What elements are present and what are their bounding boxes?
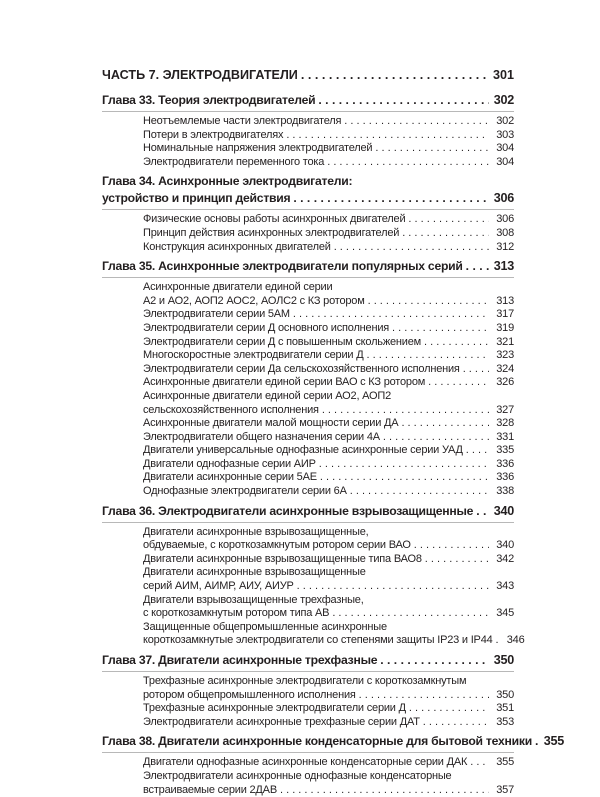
toc-entry xyxy=(143,376,514,390)
toc-entry-title: Двигатели асинхронные серии 5АЕ xyxy=(143,471,317,484)
toc-entry-row xyxy=(143,322,514,336)
toc-entry-title: Многоскоростные электродвигатели серии Д xyxy=(143,349,364,362)
chapter-title: Глава 37. Двигатели асинхронные трехфазные xyxy=(102,653,378,667)
toc-entry-page: 346 xyxy=(506,634,525,647)
toc-entry-title: ротором общепромышленного исполнения xyxy=(143,688,356,701)
toc-entry-row xyxy=(143,539,514,553)
toc-entry-page: 345 xyxy=(496,607,514,620)
toc-entry-row xyxy=(143,471,514,485)
toc-entry-row xyxy=(143,458,514,472)
toc-entry xyxy=(143,115,514,129)
toc-entry xyxy=(143,241,514,255)
entry-list xyxy=(102,525,525,648)
toc-entry-line1: Асинхронные двигатели единой серии АО2, АОП2 xyxy=(143,389,392,402)
dot-leader xyxy=(293,190,489,207)
chapter-title: устройство и принцип действия xyxy=(102,191,291,206)
toc-entry xyxy=(143,308,514,322)
toc-entry-page: 326 xyxy=(496,376,514,389)
toc-entry-title: Потери в электродвигателях xyxy=(143,128,284,141)
toc-entry-page: 357 xyxy=(496,783,514,796)
dot-leader xyxy=(301,64,489,86)
dot-leader xyxy=(318,92,489,109)
toc-entry-page: 336 xyxy=(496,457,514,470)
dot-leader xyxy=(414,539,489,553)
dot-leader xyxy=(496,634,500,648)
toc-entry xyxy=(143,594,514,621)
dot-leader xyxy=(366,349,489,363)
dot-leader xyxy=(286,129,489,143)
toc-entry xyxy=(143,129,514,143)
toc-entry-page: 328 xyxy=(496,417,514,430)
toc-entry-page: 303 xyxy=(496,128,514,141)
toc-entry xyxy=(143,227,514,241)
chapter-divider xyxy=(102,111,514,112)
toc-entry-row xyxy=(143,336,514,350)
chapter-page: 306 xyxy=(493,191,514,206)
toc-entry xyxy=(143,702,514,716)
toc-entry xyxy=(143,322,514,336)
toc-entry-row xyxy=(143,634,525,648)
toc-entry-title: обдуваемые, с короткозамкнутым ротором серии ВАО xyxy=(143,539,411,552)
chapter-page: 350 xyxy=(493,653,514,667)
toc-entry-title: сельскохозяйственного исполнения xyxy=(143,403,319,416)
toc-entry-page: 317 xyxy=(496,308,514,321)
toc-entry-row xyxy=(143,227,514,241)
toc-entry-title: Электродвигатели серии 5АМ xyxy=(143,308,290,321)
dot-leader xyxy=(327,156,489,170)
chapter-title-row xyxy=(102,190,514,207)
toc-entry-page: 302 xyxy=(496,115,514,127)
chapter-divider xyxy=(102,522,514,523)
toc-entry-row xyxy=(143,241,514,255)
toc-entry-title: Однофазные электродвигатели серии 6А xyxy=(143,485,347,498)
toc-entry xyxy=(143,363,514,377)
toc-entry-page: 340 xyxy=(496,539,514,552)
entry-list xyxy=(102,756,514,797)
toc-entry xyxy=(143,471,514,485)
toc-entry xyxy=(143,458,514,472)
dot-leader xyxy=(359,689,489,703)
toc-entry-row xyxy=(143,784,514,797)
chapter-block xyxy=(102,503,525,648)
chapter-block xyxy=(102,173,514,254)
toc-entry-row xyxy=(143,580,514,594)
chapter-page: 302 xyxy=(493,93,514,107)
toc-entry xyxy=(143,281,514,308)
dot-leader xyxy=(368,295,489,309)
chapter-block xyxy=(102,258,514,499)
toc-entry-row xyxy=(143,553,514,567)
dot-leader xyxy=(280,784,489,797)
toc-entry-line1: Электродвигатели асинхронные однофазные конденсаторные xyxy=(143,769,452,782)
toc-entry xyxy=(143,620,525,648)
toc-entry-row xyxy=(143,607,514,621)
toc-entry-title: А2 и АО2, АОП2 АОС2, АОЛС2 с КЗ ротором xyxy=(143,294,365,307)
toc-entry xyxy=(143,444,514,458)
part-heading xyxy=(102,64,514,86)
dot-leader xyxy=(402,227,489,241)
toc-entry-row xyxy=(143,363,514,377)
toc-entry xyxy=(143,553,514,567)
chapter-title-row xyxy=(102,652,514,669)
toc-entry xyxy=(143,213,514,227)
toc-entry-page: 355 xyxy=(496,756,514,769)
dot-leader xyxy=(423,716,489,730)
chapter-title: Глава 38. Двигатели асинхронные конденсаторные для бытовой техники xyxy=(102,734,532,749)
toc-entry-page: 327 xyxy=(496,403,514,416)
dot-leader xyxy=(476,503,489,520)
toc-entry-row xyxy=(143,716,514,730)
entry-list xyxy=(102,213,514,254)
toc-entry xyxy=(143,756,514,770)
toc-entry-title: Электродвигатели общего назначения серии 4А xyxy=(143,430,380,443)
toc-entry xyxy=(143,417,514,431)
chapter-title: Глава 33. Теория электродвигателей xyxy=(102,93,316,107)
toc-entry-row xyxy=(143,213,514,227)
dot-leader xyxy=(334,241,489,255)
toc-entry-title: Электродвигатели переменного тока xyxy=(143,155,325,168)
chapter-title-row xyxy=(102,258,514,275)
dot-leader xyxy=(332,607,489,621)
toc-entry-row xyxy=(143,431,514,445)
toc-entry-page: 335 xyxy=(496,444,514,457)
toc-entry-row xyxy=(143,376,514,390)
chapter-block xyxy=(102,733,564,797)
chapter-title-row xyxy=(102,503,514,520)
toc-entry xyxy=(143,390,514,417)
chapter-heading xyxy=(102,733,564,750)
toc-entry-page: 306 xyxy=(496,213,514,226)
toc-entry-page: 319 xyxy=(496,321,514,334)
toc-entry-row xyxy=(143,129,514,143)
dot-leader xyxy=(466,444,489,458)
toc-entry-title: Асинхронные двигатели малой мощности серии ДА xyxy=(143,417,399,430)
dot-leader xyxy=(425,553,489,567)
entry-list xyxy=(102,281,514,499)
toc-entry-title: короткозамкнутые электродвигатели со степенями защиты IP23 и IP44 xyxy=(143,634,493,647)
dot-leader xyxy=(293,308,489,322)
toc-entry xyxy=(143,431,514,445)
entry-list xyxy=(102,115,514,169)
toc-entry xyxy=(143,142,514,156)
part-page: 301 xyxy=(492,68,514,82)
chapter-title: Глава 35. Асинхронные электродвигатели популярных серий xyxy=(102,259,463,274)
toc-entry-title: Неотъемлемые части электродвигателя xyxy=(143,115,342,127)
chapter-page: 313 xyxy=(493,259,514,274)
toc-entry-title: Электродвигатели серии Д с повышенным скольжением xyxy=(143,335,422,348)
toc-entry-page: 338 xyxy=(496,485,514,498)
toc-entry-row xyxy=(143,417,514,431)
chapter-divider xyxy=(102,671,514,672)
chapter-page: 355 xyxy=(543,734,564,749)
toc-entry xyxy=(143,349,514,363)
toc-entry-title: Номинальные напряжения электродвигателей xyxy=(143,142,373,155)
toc-entry-row xyxy=(143,156,514,170)
toc-entry-page: 353 xyxy=(496,715,514,728)
toc-entry xyxy=(143,485,514,499)
dot-leader xyxy=(470,756,489,770)
dot-leader xyxy=(322,404,489,418)
chapter-divider xyxy=(102,752,514,753)
toc-entry-line1: Трехфазные асинхронные электродвигатели с короткозамкнутым xyxy=(143,675,467,687)
chapter-title: Глава 36. Электродвигатели асинхронные взрывозащищенные xyxy=(102,503,474,518)
dot-leader xyxy=(424,336,489,350)
toc-entry-title: Двигатели однофазные асинхронные конденсаторные серии ДАК xyxy=(143,756,468,769)
part-title: ЧАСТЬ 7. ЭЛЕКТРОДВИГАТЕЛИ xyxy=(102,68,298,82)
toc-entry-line1: Двигатели взрывозащищенные трехфазные, xyxy=(143,593,364,606)
toc-entry-title: Электродвигатели серии Да сельскохозяйственного исполнения xyxy=(143,362,460,375)
entry-list xyxy=(102,675,514,729)
toc-entry-page: 321 xyxy=(496,335,514,348)
toc-entry-page: 342 xyxy=(496,552,514,565)
dot-leader xyxy=(409,702,489,716)
toc-entry-page: 331 xyxy=(496,430,514,443)
toc-entry-title: Двигатели универсальные однофазные асинхронные серии УАД xyxy=(143,444,463,457)
dot-leader xyxy=(383,431,489,445)
toc-entry-row xyxy=(143,295,514,309)
toc-entry xyxy=(143,716,514,730)
toc-entry-page: 313 xyxy=(496,294,514,307)
dot-leader xyxy=(392,322,489,336)
toc-entry-row xyxy=(143,689,514,703)
toc-entry-title: Электродвигатели серии Д основного исполнения xyxy=(143,321,390,334)
toc-entry-row xyxy=(143,349,514,363)
toc-entry-page: 336 xyxy=(496,471,514,484)
toc-entry-page: 308 xyxy=(496,226,514,239)
toc-entry-title: с короткозамкнутым ротором типа АВ xyxy=(143,607,330,620)
toc-entry-row xyxy=(143,142,514,156)
toc-entry-title: Конструкция асинхронных двигателей xyxy=(143,240,331,253)
table-of-contents xyxy=(102,64,564,797)
dot-leader xyxy=(463,363,489,377)
toc-entry-title: встраиваемые серии 2ДАВ xyxy=(143,783,277,796)
dot-leader xyxy=(297,580,489,594)
chapter-heading xyxy=(102,503,514,520)
dot-leader xyxy=(401,417,489,431)
toc-entry-title: Трехфазные асинхронные электродвигатели серии Д xyxy=(143,702,406,715)
toc-entry-line1: Защищенные общепромышленные асинхронные xyxy=(143,620,387,633)
chapter-heading xyxy=(102,652,514,669)
toc-entry-row xyxy=(143,702,514,716)
toc-entry-page: 304 xyxy=(496,155,514,168)
toc-entry-page: 312 xyxy=(496,240,514,253)
toc-entry-row xyxy=(143,404,514,418)
toc-entry-row xyxy=(143,308,514,322)
toc-entry xyxy=(143,336,514,350)
dot-leader xyxy=(344,115,489,129)
toc-entry-title: Двигатели асинхронные взрывозащищенные типа ВАО8 xyxy=(143,552,422,565)
toc-entry xyxy=(143,526,514,553)
toc-entry-title: Принцип действия асинхронных электродвигателей xyxy=(143,226,400,239)
toc-entry-line1: Двигатели асинхронные взрывозащищенные xyxy=(143,566,366,579)
dot-leader xyxy=(380,652,489,669)
toc-entry xyxy=(143,675,514,702)
dot-leader xyxy=(350,485,489,499)
toc-entry-title: Физические основы работы асинхронных двигателей xyxy=(143,213,406,226)
toc-entry xyxy=(143,770,514,797)
chapter-block xyxy=(102,92,514,169)
chapter-title-line1: Глава 34. Асинхронные электродвигатели: xyxy=(102,174,353,189)
dot-leader xyxy=(375,142,489,156)
chapter-title-row xyxy=(102,733,564,750)
toc-entry-page: 351 xyxy=(496,702,514,715)
toc-entry-line1: Двигатели асинхронные взрывозащищенные, xyxy=(143,525,369,538)
toc-entry-page: 343 xyxy=(496,580,514,593)
toc-entry-row xyxy=(143,756,514,770)
toc-entry-line1: Асинхронные двигатели единой серии xyxy=(143,281,333,294)
toc-entry-row xyxy=(143,485,514,499)
toc-entry-title: Двигатели однофазные серии АИР xyxy=(143,457,316,470)
dot-leader xyxy=(428,376,489,390)
toc-entry-page: 350 xyxy=(496,688,514,701)
chapter-list xyxy=(102,92,564,797)
dot-leader xyxy=(319,458,489,472)
chapter-heading xyxy=(102,92,514,109)
chapter-divider xyxy=(102,209,514,210)
chapter-heading xyxy=(102,173,514,207)
dot-leader xyxy=(408,213,489,227)
dot-leader xyxy=(535,733,539,750)
toc-entry xyxy=(143,156,514,170)
toc-entry-row xyxy=(143,115,514,129)
toc-entry-title: Электродвигатели асинхронные трехфазные серии ДАТ xyxy=(143,715,420,728)
toc-entry-page: 324 xyxy=(496,362,514,375)
chapter-heading xyxy=(102,258,514,275)
toc-entry-title: Асинхронные двигатели единой серии ВАО с КЗ ротором xyxy=(143,376,426,389)
toc-entry xyxy=(143,566,514,593)
chapter-block xyxy=(102,652,514,729)
toc-entry-page: 323 xyxy=(496,349,514,362)
toc-entry-row xyxy=(143,444,514,458)
dot-leader xyxy=(320,471,489,485)
chapter-title-row xyxy=(102,92,514,109)
toc-entry-page: 304 xyxy=(496,142,514,155)
chapter-divider xyxy=(102,277,514,278)
chapter-page: 340 xyxy=(493,503,514,518)
dot-leader xyxy=(466,258,489,275)
toc-entry-title: серий АИМ, АИМР, АИУ, АИУР xyxy=(143,580,294,593)
